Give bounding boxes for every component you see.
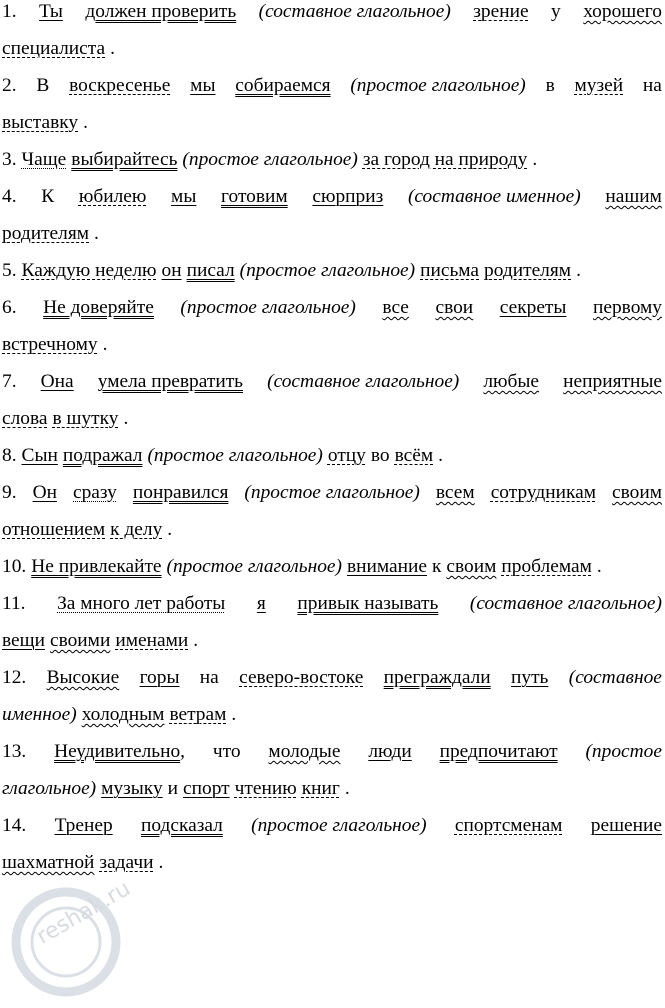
watermark-text: reshak.ru <box>32 876 135 950</box>
sentence-4-line-1 <box>2 185 662 209</box>
sentence-word: своим <box>612 482 662 503</box>
sentence-word: неприятные <box>563 371 662 392</box>
predicate-type-label: (простое глагольное) <box>350 75 526 96</box>
word-group <box>484 259 581 283</box>
sentence-number: 12. <box>2 667 27 688</box>
sentence-word: отношением <box>2 519 106 540</box>
predicate-type-label: (простое глагольное) <box>244 482 420 503</box>
sentence-word: Чаще <box>21 149 67 170</box>
sentence-14-line-1 <box>2 814 662 838</box>
sentence-word: Ты <box>39 1 63 22</box>
sentence-word: Не доверяйте <box>43 297 154 318</box>
sentence-word: должен проверить <box>85 1 237 22</box>
sentence-word: подражал <box>62 445 143 466</box>
sentence-word: вещи <box>2 630 45 651</box>
word-group <box>53 407 129 431</box>
predicate-type-label: (составное глагольное) <box>267 371 460 392</box>
sentence-word: . <box>123 408 129 429</box>
sentence-1-line-1 <box>2 0 662 24</box>
predicate-type-label: именное) <box>2 704 77 725</box>
predicate-type-label: (составное глагольное) <box>469 593 662 614</box>
sentence-word: . <box>102 334 108 355</box>
sentence-word: подсказал <box>140 815 223 836</box>
sentence-word: . <box>167 519 173 540</box>
sentence-word: Тренер <box>54 815 113 836</box>
sentence-2-line-2 <box>2 111 662 135</box>
predicate-type-label: (составное <box>568 667 662 688</box>
sentence-word: холодным <box>81 704 165 725</box>
sentence-word: преграждали <box>383 667 491 688</box>
sentence-5-line-1 <box>2 259 662 283</box>
sentence-word: свои <box>435 297 474 318</box>
word-group <box>302 777 350 801</box>
sentence-word: спортсменам <box>454 815 563 836</box>
sentence-word: любые <box>483 371 540 392</box>
sentence-word: к делу <box>110 519 163 540</box>
sentence-word: люди <box>368 741 412 762</box>
predicate-type-label: (простое <box>585 741 662 762</box>
sentence-word: Высокие <box>46 667 120 688</box>
sentence-number: 5. <box>2 260 17 281</box>
sentence-word: горы <box>139 667 180 688</box>
sentence-word: он <box>161 260 182 281</box>
predicate-type-label: (составное именное) <box>407 186 581 207</box>
sentence-number: 7. <box>2 371 17 392</box>
sentence-word: воскресенье <box>69 75 171 96</box>
sentence-word: своим <box>446 556 497 577</box>
sentence-4-line-2 <box>2 222 662 246</box>
sentence-word: решение <box>590 815 662 836</box>
sentence-12-line-2 <box>2 703 662 727</box>
predicate-type-label: (простое глагольное) <box>239 260 416 281</box>
sentence-word: писал <box>186 260 235 281</box>
sentence-word: предпочитают <box>439 741 558 762</box>
sentence-word: всем <box>435 482 475 503</box>
sentence-word: Она <box>40 371 74 392</box>
sentence-word: За много лет работы <box>57 593 226 614</box>
sentence-number: 4. <box>2 186 17 207</box>
sentence-word: Сын <box>21 445 58 466</box>
predicate-type-label: глагольное) <box>2 778 97 799</box>
sentence-13-line-1 <box>2 740 662 764</box>
sentence-word: привык называть <box>297 593 439 614</box>
sentence-6-line-1 <box>2 296 662 320</box>
sentence-word: письма <box>420 260 480 281</box>
sentence-word: , <box>180 741 186 762</box>
sentence-word: умела превратить <box>97 371 244 392</box>
sentence-word: именами <box>115 630 189 651</box>
sentence-word: понравился <box>132 482 229 503</box>
sentence-word: музыку <box>101 778 163 799</box>
sentence-number: 2. <box>2 75 17 96</box>
sentence-number: 6. <box>2 297 17 318</box>
word-group <box>2 37 115 61</box>
sentence-word: . <box>110 38 115 59</box>
sentence-word: путь <box>511 667 549 688</box>
sentence-word: . <box>438 445 443 466</box>
sentence-word: Не привлекайте <box>31 556 162 577</box>
predicate-type-label: (составное глагольное) <box>258 1 451 22</box>
sentence-14-line-2 <box>2 851 662 875</box>
sentence-word: . <box>231 704 237 725</box>
sentence-number: 9. <box>2 482 17 503</box>
sentence-word: секреты <box>499 297 567 318</box>
sentence-word: внимание <box>346 556 427 577</box>
sentence-3-line-1 <box>2 148 662 172</box>
predicate-type-label: (простое глагольное) <box>147 445 323 466</box>
predicate-type-label: (простое глагольное) <box>182 149 358 170</box>
sentence-word: Он <box>32 482 57 503</box>
sentence-word: выбирайтесь <box>71 149 178 170</box>
predicate-type-label: (простое глагольное) <box>180 297 356 318</box>
sentence-word: я <box>256 593 266 614</box>
sentence-7-line-2 <box>2 407 662 431</box>
sentence-word: книг <box>301 778 340 799</box>
sentence-word: и <box>167 778 179 799</box>
sentence-word: молодые <box>268 741 341 762</box>
word-group <box>99 851 163 875</box>
sentence-word: В <box>36 75 50 96</box>
sentence-word: слова <box>2 408 48 429</box>
word-group <box>501 555 601 579</box>
word-group <box>54 740 185 764</box>
sentence-7-line-1 <box>2 370 662 394</box>
sentence-word: проблемам <box>501 556 592 577</box>
sentence-word: своими <box>49 630 111 651</box>
sentence-number: 3. <box>2 149 17 170</box>
sentence-word: . <box>532 149 538 170</box>
word-group <box>2 222 99 246</box>
sentence-word: . <box>158 852 164 873</box>
sentence-word: Каждую неделю <box>21 260 157 281</box>
sentence-word: шахматной <box>2 852 95 873</box>
sentence-12-line-1 <box>2 666 662 690</box>
sentence-word: сюрприз <box>312 186 384 207</box>
word-group <box>110 518 172 542</box>
sentence-word: . <box>596 556 602 577</box>
sentence-9-line-1 <box>2 481 662 505</box>
sentence-word: . <box>94 223 99 244</box>
word-group <box>115 629 198 653</box>
word-group <box>363 148 537 172</box>
predicate-type-label: (простое глагольное) <box>251 815 427 836</box>
sentence-word: К <box>41 186 55 207</box>
word-group <box>395 444 443 468</box>
sentence-word: . <box>344 778 350 799</box>
word-group <box>2 111 88 135</box>
sentence-word: всём <box>394 445 434 466</box>
sentence-13-line-2 <box>2 777 662 801</box>
word-group <box>2 333 107 357</box>
sentence-word: во <box>370 445 390 466</box>
sentence-word: в шутку <box>52 408 119 429</box>
sentence-word: северо-востоке <box>239 667 364 688</box>
sentence-word: специалиста <box>2 38 106 59</box>
sentence-word: . <box>83 112 88 133</box>
sentence-number: 14. <box>2 815 27 836</box>
sentence-number: 11. <box>2 593 26 614</box>
sentence-number: 8. <box>2 445 17 466</box>
sentence-word: выставку <box>2 112 79 133</box>
sentence-word: задачи <box>99 852 154 873</box>
sentence-word: отцу <box>327 445 366 466</box>
sentence-2-line-1 <box>2 74 662 98</box>
word-group <box>169 703 236 727</box>
sentence-word: мы <box>190 75 216 96</box>
predicate-type-label: (простое глагольное) <box>166 556 342 577</box>
sentence-word: на <box>199 667 219 688</box>
sentence-number: 1. <box>2 1 17 22</box>
sentence-11-line-2 <box>2 629 662 653</box>
sentence-word: на <box>642 75 662 96</box>
sentence-word: мы <box>171 186 197 207</box>
sentence-word: все <box>382 297 409 318</box>
sentence-word: у <box>551 1 561 22</box>
sentence-11-line-1 <box>2 592 662 616</box>
sentence-word: к <box>431 556 442 577</box>
sentence-word: собираемся <box>235 75 331 96</box>
sentence-word: зрение <box>473 1 529 22</box>
sentence-number: 10. <box>2 556 27 577</box>
sentence-number: 13. <box>2 741 27 762</box>
sentence-word: встречному <box>2 334 98 355</box>
sentence-word: музей <box>574 75 624 96</box>
sentence-word: сотрудникам <box>490 482 596 503</box>
sentence-word: первому <box>593 297 662 318</box>
sentence-9-line-2 <box>2 518 662 542</box>
sentence-6-line-2 <box>2 333 662 357</box>
sentence-word: родителям <box>484 260 572 281</box>
sentence-word: что <box>212 741 241 762</box>
sentence-word: чтению <box>234 778 297 799</box>
sentence-10-line-1 <box>2 555 662 579</box>
sentence-word: ветрам <box>169 704 227 725</box>
sentence-word: в <box>545 75 555 96</box>
sentence-1-line-2 <box>2 37 662 61</box>
sentence-word: за город на природу <box>362 149 528 170</box>
sentence-word: Неудивительно <box>54 741 181 762</box>
sentence-word: нашим <box>605 186 662 207</box>
sentence-word: родителям <box>2 223 90 244</box>
sentence-word: . <box>193 630 199 651</box>
sentence-8-line-1 <box>2 444 662 468</box>
sentence-word: . <box>576 260 581 281</box>
sentence-word: сразу <box>73 482 117 503</box>
sentence-word: юбилею <box>78 186 147 207</box>
sentence-word: готовим <box>221 186 288 207</box>
sentence-word: спорт <box>183 778 230 799</box>
sentence-word: хорошего <box>583 1 662 22</box>
